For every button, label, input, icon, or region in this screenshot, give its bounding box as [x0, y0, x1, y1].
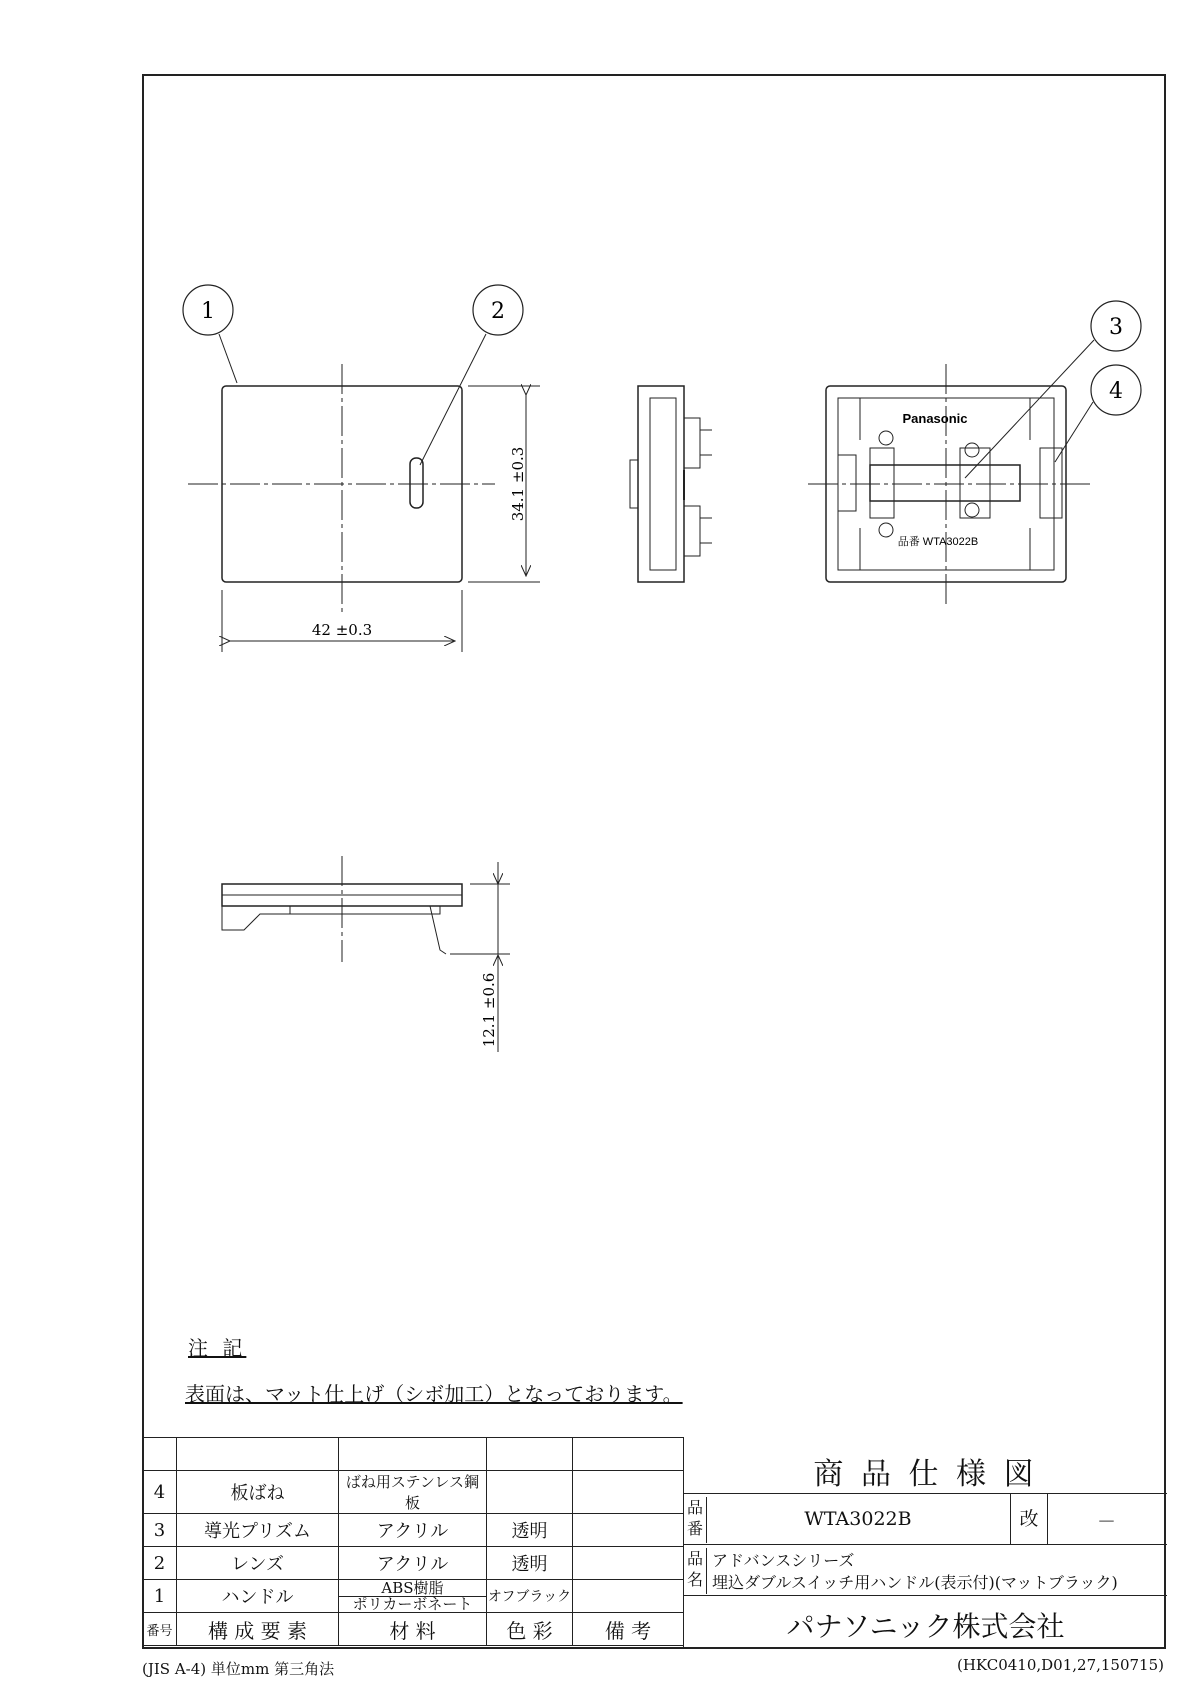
svg-text:Panasonic: Panasonic [902, 411, 968, 426]
part-number-row [684, 1494, 1167, 1545]
product-name-line1: アドバンスシリーズ [712, 1551, 855, 1570]
part-number-label: 品番 [684, 1497, 707, 1543]
header-component: 構 成 要 素 [177, 1613, 339, 1646]
part-color: 透明 [487, 1547, 573, 1580]
title-block [683, 1437, 1167, 1649]
title-row [684, 1437, 1167, 1494]
notes-body: 表面は、マット仕上げ（シボ加工）となっております。 [185, 1382, 683, 1406]
header-color: 色 彩 [487, 1613, 573, 1646]
part-remarks [573, 1580, 684, 1613]
svg-text:34.1 ±0.3: 34.1 ±0.3 [509, 446, 527, 522]
header-remarks: 備 考 [573, 1613, 684, 1646]
parts-table [142, 1437, 684, 1646]
table-row [143, 1438, 684, 1471]
table-row [143, 1471, 684, 1514]
part-component: 板ばね [177, 1471, 339, 1514]
svg-text:1: 1 [201, 299, 215, 324]
svg-text:12.1 ±0.6: 12.1 ±0.6 [480, 972, 498, 1048]
footer-scale-note: (JIS A-4) 単位mm 第三角法 [142, 1660, 335, 1678]
part-material: アクリル [339, 1514, 487, 1547]
part-component: レンズ [177, 1547, 339, 1580]
part-no: 3 [143, 1514, 177, 1547]
table-row [143, 1580, 684, 1613]
part-material [339, 1580, 487, 1613]
part-number: WTA3022B [804, 1508, 912, 1530]
callout-4 [1055, 365, 1141, 462]
rear-view [808, 364, 1090, 605]
notes-title: 注 記 [188, 1336, 247, 1360]
side-view [630, 386, 712, 582]
part-remarks [573, 1471, 684, 1514]
svg-text:3: 3 [1109, 315, 1123, 340]
part-component: 導光プリズム [177, 1514, 339, 1547]
company-name: パナソニック株式会社 [786, 1610, 1065, 1643]
svg-text:品番 WTA3022B: 品番 WTA3022B [897, 536, 979, 548]
footer-doc-code: (HKC0410,D01,27,150715) [956, 1656, 1164, 1674]
table-row [143, 1514, 684, 1547]
part-no: 1 [143, 1580, 177, 1613]
product-name-row [684, 1545, 1167, 1596]
part-no: 4 [143, 1471, 177, 1514]
callout-1 [183, 285, 237, 383]
drawing-title: 商 品 仕 様 図 [813, 1457, 1038, 1492]
revision-value: － [1096, 1511, 1116, 1533]
table-row [143, 1547, 684, 1580]
callout-2 [420, 285, 523, 465]
revision-label: 改 [1010, 1494, 1048, 1545]
part-component: ハンドル [177, 1580, 339, 1613]
part-no: 2 [143, 1547, 177, 1580]
profile-view [200, 856, 510, 1052]
part-material-line1: ABS樹脂 [339, 1581, 486, 1597]
svg-text:42 ±0.3: 42 ±0.3 [311, 621, 373, 639]
part-color [487, 1471, 573, 1514]
part-material: ばね用ステンレス鋼板 [339, 1471, 487, 1514]
svg-text:2: 2 [491, 299, 505, 324]
product-name-label: 品名 [684, 1548, 707, 1594]
part-remarks [573, 1547, 684, 1580]
part-color: 透明 [487, 1514, 573, 1547]
part-remarks [573, 1514, 684, 1547]
header-material: 材 料 [339, 1613, 487, 1646]
part-color: オフブラック [487, 1580, 573, 1613]
part-material: アクリル [339, 1547, 487, 1580]
table-header-row [143, 1613, 684, 1646]
part-material-line2: ポリカーボネート [352, 1594, 473, 1613]
product-name-line2: 埋込ダブルスイッチ用ハンドル(表示付)(マットブラック) [712, 1573, 1118, 1592]
front-view [188, 364, 540, 652]
header-no: 番号 [143, 1613, 177, 1646]
svg-text:4: 4 [1109, 379, 1123, 404]
